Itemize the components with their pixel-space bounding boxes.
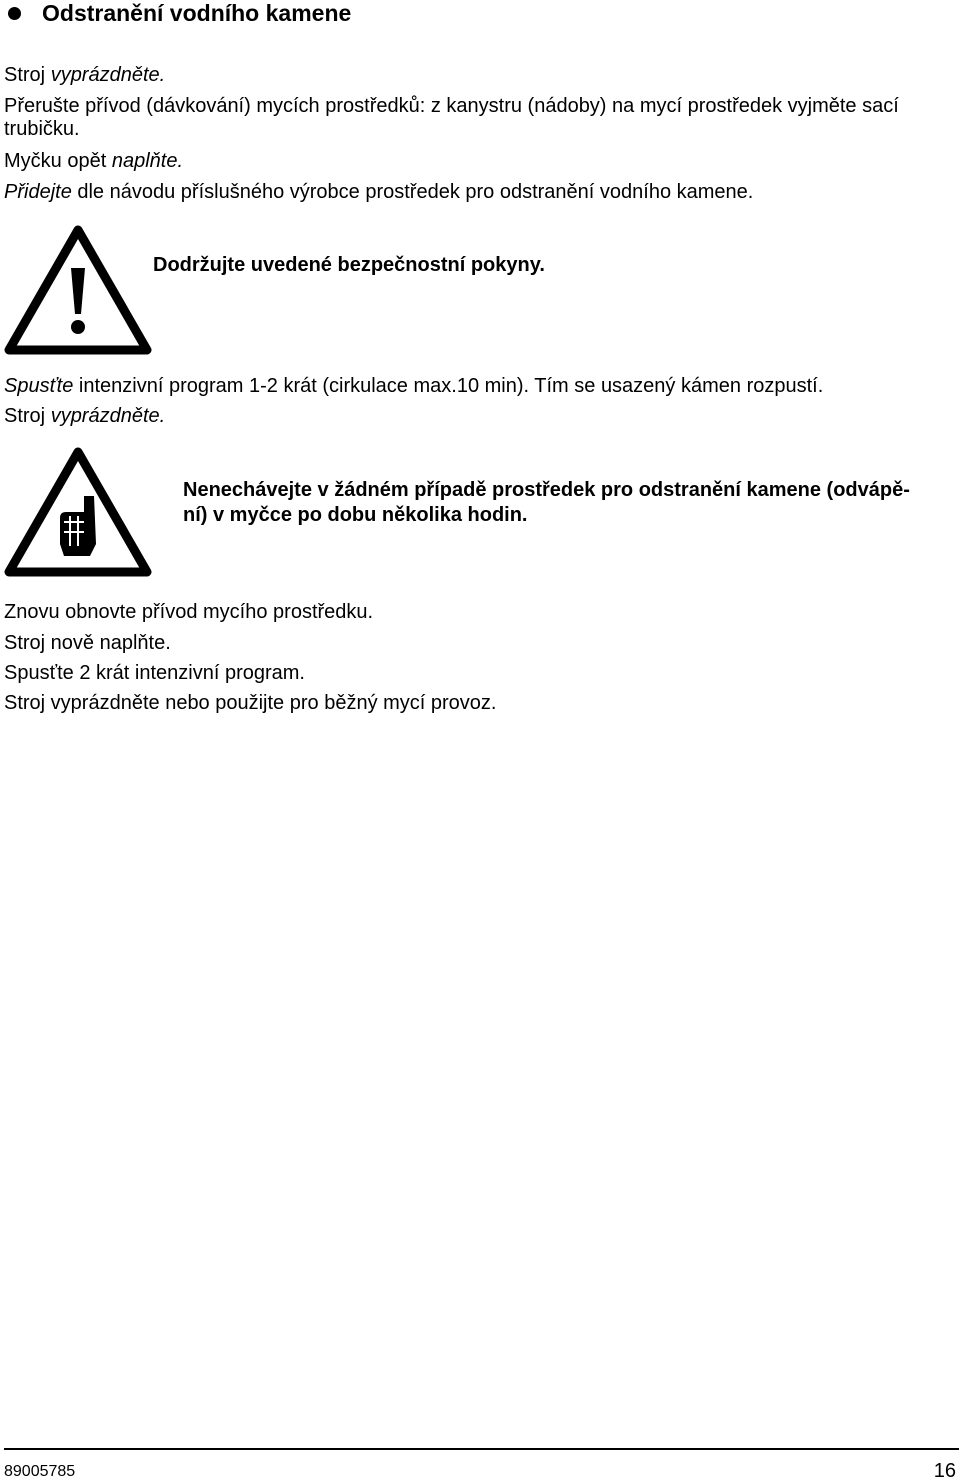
intro-line-2: Přerušte přívod (dávkování) mycích prostředků: z kanystru (nádoby) na mycí prostředek vyjměte sací <box>4 95 899 117</box>
text-italic: Spusťte <box>4 375 74 397</box>
intro-line-1 <box>4 64 165 87</box>
warning-triangle-exclamation-icon <box>4 224 152 356</box>
bullet-icon <box>8 7 21 20</box>
final-line-2: Stroj nově naplňte. <box>4 632 171 654</box>
text-italic: Přidejte <box>4 181 72 203</box>
middle-line-1 <box>4 375 823 398</box>
footer-divider <box>4 1448 959 1450</box>
section-heading: Odstranění vodního kamene <box>42 0 352 26</box>
footer-page-number: 16 <box>933 1460 956 1482</box>
final-line-4: Stroj vyprázdněte nebo použijte pro běžný mycí provoz. <box>4 692 497 714</box>
final-line-3: Spusťte 2 krát intenzivní program. <box>4 662 305 684</box>
intro-line-5 <box>4 181 753 204</box>
warning-hand-line-2: ní) v myčce po dobu několika hodin. <box>183 504 528 526</box>
text: Stroj <box>4 64 51 86</box>
text: intenzivní program 1-2 krát (cirkulace max.10 min). Tím se usazený kámen rozpustí. <box>73 375 824 397</box>
footer-doc-number: 89005785 <box>4 1463 76 1480</box>
warning-triangle-hand-icon <box>4 446 152 578</box>
text-italic: vyprázdněte. <box>50 64 166 86</box>
text-italic: vyprázdněte. <box>50 405 166 427</box>
intro-line-4 <box>4 150 183 173</box>
text: dle návodu příslušného výrobce prostředek pro odstranění vodního kamene. <box>71 181 754 203</box>
warning-safety-text: Dodržujte uvedené bezpečnostní pokyny. <box>153 254 545 276</box>
intro-line-3: trubičku. <box>4 118 80 140</box>
text: Myčku opět <box>4 150 112 172</box>
middle-line-2 <box>4 405 165 428</box>
text-italic: naplňte. <box>111 150 183 172</box>
warning-hand-line-1: Nenechávejte v žádném případě prostředek pro odstranění kamene (odvápě- <box>183 479 910 501</box>
final-line-1: Znovu obnovte přívod mycího prostředku. <box>4 601 374 623</box>
text: Stroj <box>4 405 51 427</box>
